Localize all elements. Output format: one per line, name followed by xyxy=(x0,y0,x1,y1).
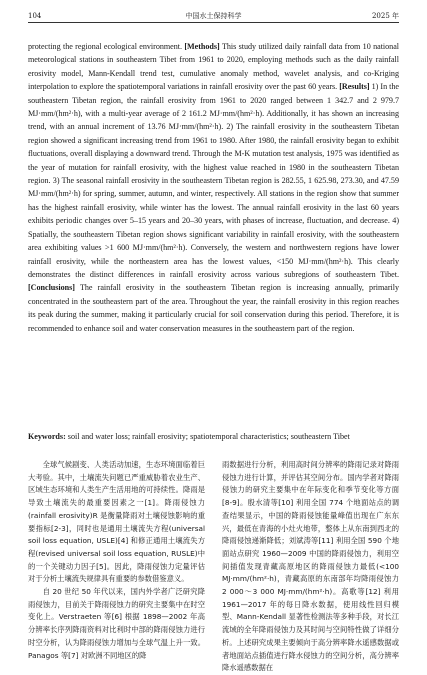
intro-paragraph-2: 自 20 世纪 50 年代以来，国内外学者广泛研究降雨侵蚀力，目前关于降雨侵蚀力的研究主要集中在时空变化上。Verstraeten 等[6] 根据 1898—2002 年高分辨率长序列降雨资料对比利时中部的降雨侵蚀力进行时空分析，认为降雨侵蚀力增加与全球气温上升一致。Panagos 等[7] 对欧洲不同地区的降 xyxy=(28,587,205,660)
keywords-text: soil and water loss; rainfall erosivity; spatiotemporal characteristics; southeastern Tibet xyxy=(67,432,350,441)
publication-year: 2025 年 xyxy=(371,12,399,20)
journal-name: 中国水土保持科学 xyxy=(185,12,242,20)
intro-paragraph-1: 全球气候剧变、人类活动加速，生态环境面临着巨大考验。其中，土壤流失问题已严重威胁着农业生产、区域生态环境和人类生产生活用地的可持续性。降雨是导致土壤流失的最重要因素之一[1]。降雨侵蚀力(rainfall erosivity)R 是衡量降雨对土壤侵蚀影响的重要指标[2-3]，同时也是通用土壤流失方程(universal soil loss equation, USLE)[4] 和修正通用土壤流失方程(revised universal soil loss equation, RUSLE)中的一个关键动力因子[5]。因此，降雨侵蚀力定量评估对于分析土壤流失规律具有重要的参数借鉴意义。 xyxy=(28,460,205,584)
conclusions-text: The rainfall erosivity in the southeastern Tibetan region is increasing annually, primarily concentrated in the southeastern part of the area. Throughout the year, the rainfall erosivity in this region reaches its peak during the summer, making it particularly crucial for soil conservation during this period. Therefore, it is recommended to enhance soil and water conservation measures in the southeastern part of the region. xyxy=(28,283,399,333)
intro-paragraph-2-continued: 雨数据进行分析，利用高时间分辨率的降雨记录对降雨侵蚀力进行计算，并评估其空间分布。国内学者对降雨侵蚀力的研究主要集中在年际变化和季节变化等方面[8-9]。殷水清等[10] 利用全国 774 个地面站点的调查结果显示，中国的降雨侵蚀能量峰值出现在广东东兴，最低在青海的小灶火地带，整体上从东南到西北的降雨侵蚀递渐降低；刘斌涛等[11] 利用全国 590 个地面站点研究 1960—2009 中国的降雨侵蚀力，利用空间插值发现青藏高原地区的降雨侵蚀力最低(<100 MJ·mm/(hm²·h)，青藏高原的东南部年均降雨侵蚀力 2 000～3 000 MJ·mm/(hm²·h)。高歌等[12] 利用 1961—2017 年的每日降水数据，使用线性回归模型、Mann-Kendall 显著性检测法等多种手段，对长江流域的全年降雨侵蚀力及其时间与空间特性做了详细分析。上述研究成果主要倾向于高分辨率降水遥感数据或者地面站点插值进行降水侵蚀力的空间分析，高分辨率降水遥感数据在 xyxy=(222,460,399,673)
methods-text: This study utilized daily rainfall data from 10 national meteorological stations in southeastern Tibet from 1961 to 2020, employing methods such as the daily rainfall erosivity model, Mann-Kendall trend test, cumulative anomaly method, wavelet analysis, and co-Kriging interpolation to explore the spatiotemporal variations in rainfall erosivity over the past 60 years. xyxy=(28,42,400,92)
body-column-right xyxy=(222,459,399,675)
abstract-intro-tail: protecting the regional ecological environment. xyxy=(28,42,182,51)
english-abstract xyxy=(28,40,399,335)
conclusions-label: [Conclusions] xyxy=(28,283,75,293)
body-column-left xyxy=(28,459,205,662)
running-header xyxy=(28,10,399,23)
results-label: [Results] xyxy=(339,82,370,92)
results-text: 1) In the southeastern Tibetan region, the rainfall erosivity from 1961 to 2020 ranged between 1 342.7 and 2 979.7 MJ·mm/(hm²·h), with a multi-year average of 2 161.2 MJ·mm/(hm²·h). Additionally, it has shown an increasing trend, with an annual increment of 13.76 MJ·mm/(hm²·h). 2) The rainfall erosivity in the southeastern Tibetan region showed a significant increasing trend from 1961 to 1980. After 1980, the rainfall erosivity began to exhibit fluctuations, overall displaying a downward trend. Through the M-K mutation test analysis, 1975 was identified as the year of mutation for rainfall erosivity, with the highest value reached in 1980 in the southeastern Tibetan region. 3) The seasonal rainfall erosivity in the southeastern Tibetan region is 282.55, 1 625.98, 273.30, and 47.59 MJ·mm/(hm²·h) for spring, summer, autumn, and winter, respectively. All stations in the region show that summer has the highest rainfall erosivity, while winter has the lowest. The annual rainfall erosivity in the last 60 years exhibits periodic changes over 5–15 years and 20–30 years, with phases of increase, fluctuation, and decrease. 4) Spatially, the southeastern Tibetan region shows significant variability in rainfall erosivity, with the southeastern area exhibiting values >1 600 MJ·mm/(hm²·h). Conversely, the western and northwestern regions have lower rainfall erosivity, while the northeastern area has the lowest values, <150 MJ·mm/(hm²·h). This clearly demonstrates the distinct differences in rainfall erosivity across various subregions of southeastern Tibet. xyxy=(28,82,399,279)
keywords-label: Keywords: xyxy=(28,432,66,441)
page-number: 104 xyxy=(28,12,42,20)
methods-label: [Methods] xyxy=(184,42,220,51)
keywords-block xyxy=(28,430,399,443)
